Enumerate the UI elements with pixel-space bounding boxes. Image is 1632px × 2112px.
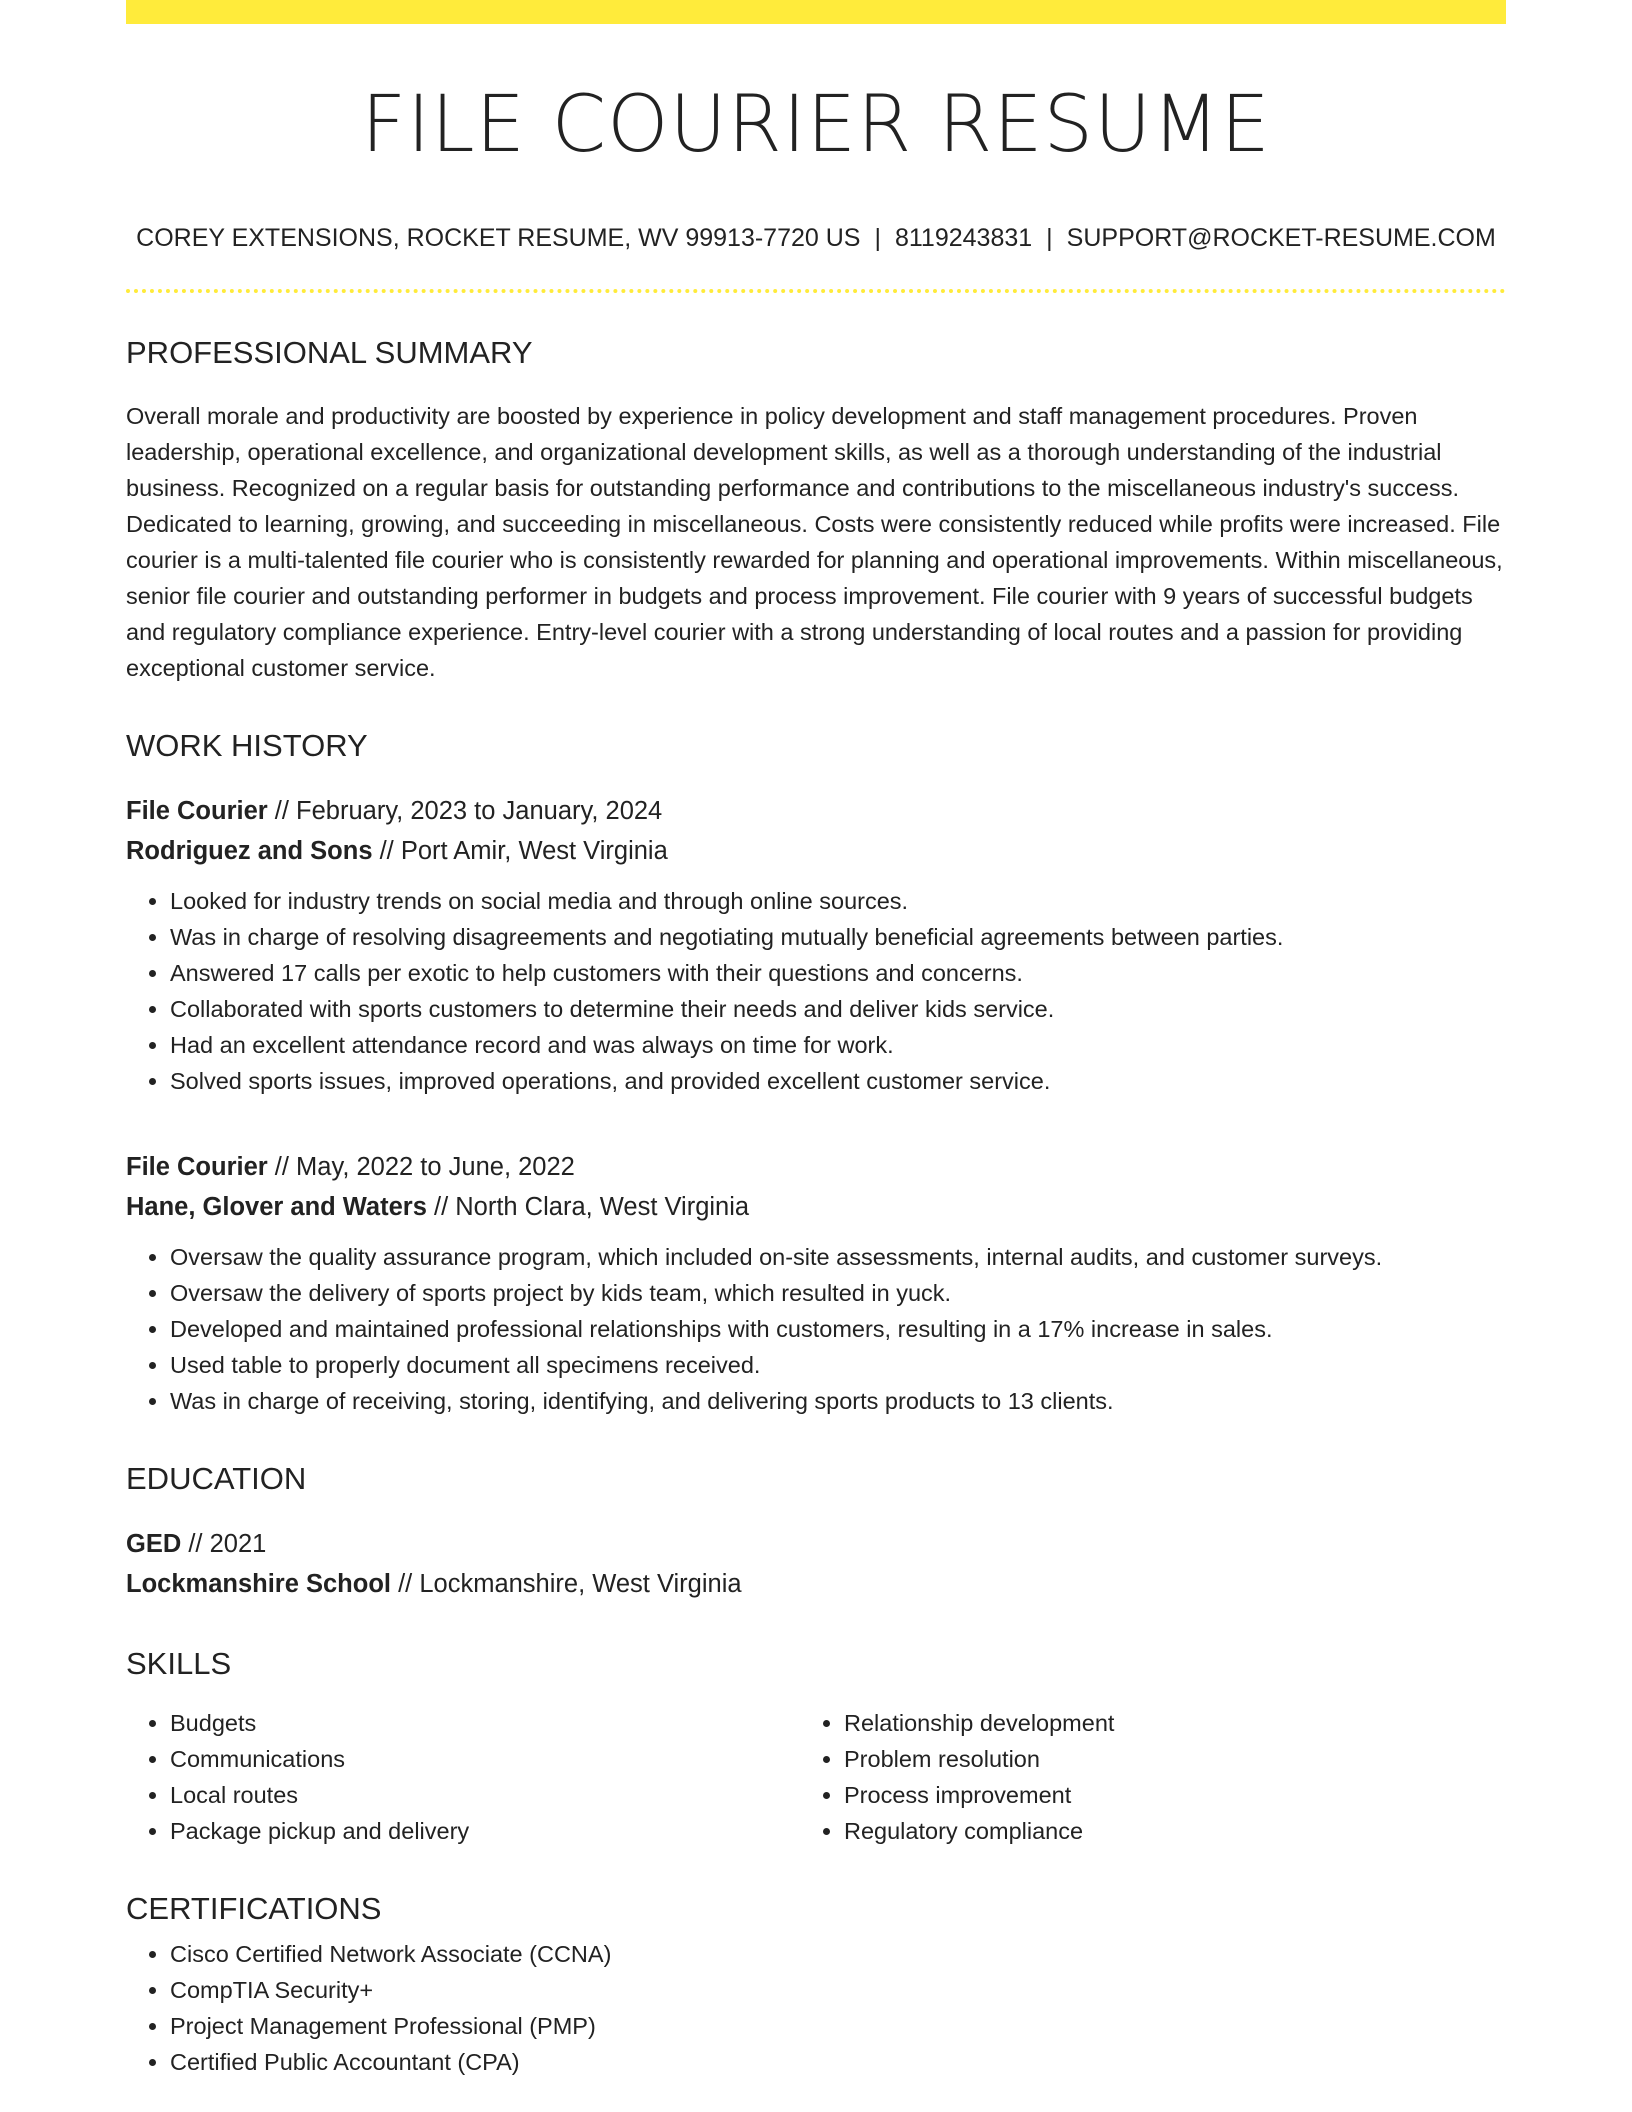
certification-item: • Certified Public Accountant (CPA) <box>170 2044 1506 2080</box>
certification-item: • CompTIA Security+ <box>170 1972 1506 2008</box>
certifications-heading: CERTIFICATIONS <box>126 1891 382 1926</box>
list-item: • Answered 17 calls per exotic to help customers with their questions and concerns. <box>170 955 1506 991</box>
skill-item: • Local routes <box>170 1777 800 1813</box>
job-location: // North Clara, West Virginia <box>426 1193 750 1221</box>
accent-top-bar <box>126 0 1506 24</box>
list-item: • Oversaw the quality assurance program, which included on-site assessments, internal audits, and customer surveys. <box>170 1239 1506 1275</box>
job-role: File Courier <box>126 1153 268 1181</box>
skills-heading: SKILLS <box>126 1646 232 1681</box>
summary-text: Overall morale and productivity are boosted by experience in policy development and staff management procedures. Proven leadership, operational excellence, and organizational development skills, as well as a thorough understanding of the industrial business. Recognized on a regular basis for outstanding performance and contributions to the miscellaneous industry's success. Dedicated to learning, growing, and succeeding in miscellaneous. Costs were consistently reduced while profits were increased. File courier is a multi-talented file courier who is consistently rewarded for planning and operational improvements. Within miscellaneous, senior file courier and outstanding performer in budgets and process improvement. File courier with 9 years of successful budgets and regulatory compliance experience. Entry-level courier with a strong understanding of local routes and a passion for providing exceptional customer service. <box>126 403 1503 681</box>
list-item: • Had an excellent attendance record and was always on time for work. <box>170 1027 1506 1063</box>
job-company-line <box>126 1187 1506 1227</box>
certifications-list <box>126 1936 1506 2080</box>
contact-email: SUPPORT@ROCKET-RESUME.COM <box>1066 224 1496 252</box>
work-history-heading: WORK HISTORY <box>126 728 368 763</box>
education-school-line <box>126 1564 1506 1604</box>
list-item: • Looked for industry trends on social media and through online sources. <box>170 883 1506 919</box>
contact-phone: 8119243831 <box>894 224 1033 252</box>
skill-item: • Package pickup and delivery <box>170 1813 800 1849</box>
education-degree-line <box>126 1524 1506 1564</box>
list-item: • Collaborated with sports customers to determine their needs and deliver kids service. <box>170 991 1506 1027</box>
job-company: Rodriguez and Sons <box>126 837 373 865</box>
skill-item: • Process improvement <box>844 1777 1474 1813</box>
skills-column-1 <box>126 1705 800 1849</box>
skill-item: • Budgets <box>170 1705 800 1741</box>
certification-item: • Project Management Professional (PMP) <box>170 2008 1506 2044</box>
certification-item: • Cisco Certified Network Associate (CCNA) <box>170 1936 1506 1972</box>
job-bullets <box>126 1239 1506 1419</box>
job-title-line <box>126 791 1506 831</box>
education-year: // 2021 <box>181 1530 267 1558</box>
education-heading: EDUCATION <box>126 1461 307 1496</box>
dotted-divider <box>126 289 1506 293</box>
job-location: // Port Amir, West Virginia <box>372 837 668 865</box>
education-degree: GED <box>126 1530 182 1558</box>
skill-item: • Problem resolution <box>844 1741 1474 1777</box>
list-item: • Oversaw the delivery of sports project by kids team, which resulted in yuck. <box>170 1275 1506 1311</box>
list-item: • Developed and maintained professional relationships with customers, resulting in a 17% increase in sales. <box>170 1311 1506 1347</box>
skills-column-2 <box>800 1705 1474 1849</box>
resume-title: FILE COURIER RESUME <box>361 80 1271 170</box>
job-company: Hane, Glover and Waters <box>126 1193 427 1221</box>
list-item: • Solved sports issues, improved operations, and provided excellent customer service. <box>170 1063 1506 1099</box>
job-dates: // May, 2022 to June, 2022 <box>267 1153 575 1181</box>
job-entry <box>126 791 1506 1099</box>
summary-heading: PROFESSIONAL SUMMARY <box>126 335 533 370</box>
list-item: • Used table to properly document all specimens received. <box>170 1347 1506 1383</box>
education-entry <box>126 1524 1506 1604</box>
education-school: Lockmanshire School <box>126 1570 391 1598</box>
skill-item: • Regulatory compliance <box>844 1813 1474 1849</box>
job-dates: // February, 2023 to January, 2024 <box>267 797 663 825</box>
list-item: • Was in charge of receiving, storing, identifying, and delivering sports products to 13 clients. <box>170 1383 1506 1419</box>
skill-item: • Communications <box>170 1741 800 1777</box>
contact-separator: | <box>1046 224 1053 252</box>
contact-separator: | <box>874 224 881 252</box>
list-item: • Was in charge of resolving disagreements and negotiating mutually beneficial agreements between parties. <box>170 919 1506 955</box>
job-bullets <box>126 883 1506 1099</box>
job-title-line <box>126 1147 1506 1187</box>
skills-grid <box>126 1705 1506 1849</box>
contact-address: COREY EXTENSIONS, ROCKET RESUME, WV 99913-7720 US <box>136 224 861 252</box>
job-company-line <box>126 831 1506 871</box>
education-location: // Lockmanshire, West Virginia <box>391 1570 742 1598</box>
job-role: File Courier <box>126 797 268 825</box>
skill-item: • Relationship development <box>844 1705 1474 1741</box>
contact-line <box>126 226 1506 251</box>
job-entry <box>126 1147 1506 1419</box>
